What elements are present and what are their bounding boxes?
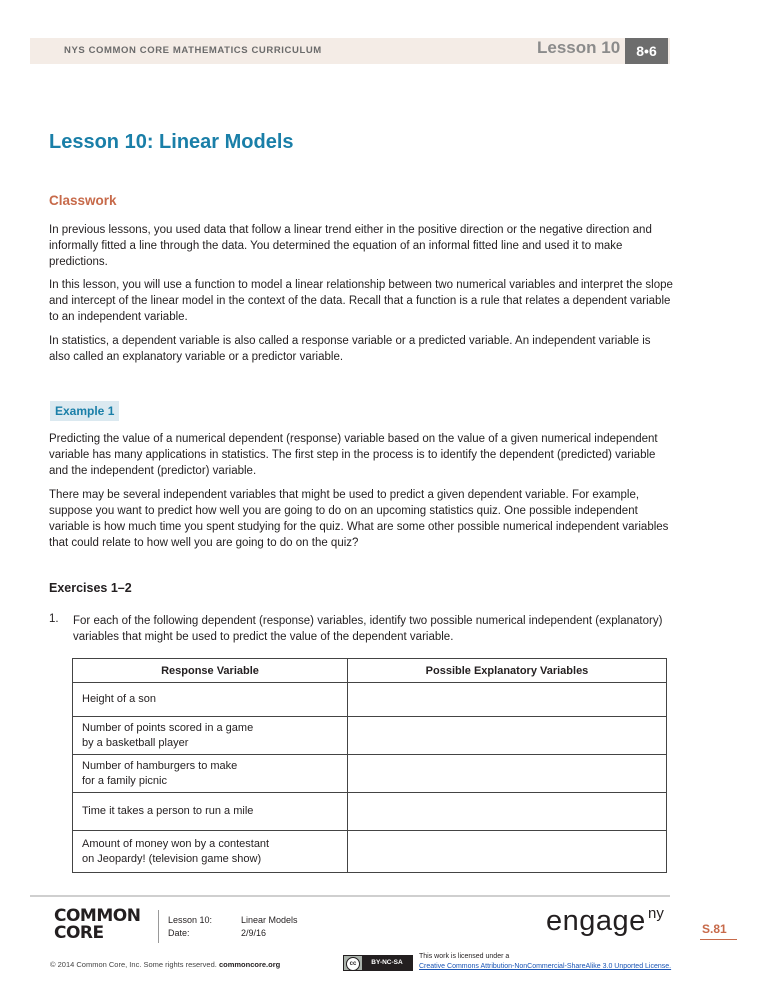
creative-commons-badge: cc BY-NC-SA: [343, 955, 413, 971]
footer-lesson-name: Linear Models: [241, 915, 298, 925]
classwork-paragraph-3: In statistics, a dependent variable is also called a response variable or a predicted variable. An independent variable is also called an explanatory variable or a predictor variable.: [49, 335, 651, 363]
variables-table: [72, 658, 667, 873]
footer-date: 2/9/16: [241, 928, 267, 938]
table-header-explanatory: Possible Explanatory Variables: [348, 659, 667, 683]
footer-rule: [30, 895, 670, 897]
classwork-heading: Classwork: [49, 193, 117, 208]
table-row-response: Time it takes a person to run a mile: [73, 793, 348, 831]
footer-divider: [158, 910, 159, 943]
table-row-response: Amount of money won by a contestant on Jeopardy! (television game show): [73, 831, 348, 873]
page-title: Lesson 10: Linear Models: [49, 131, 294, 153]
example-1-label: Example 1: [50, 401, 119, 421]
table-row-answer-cell[interactable]: [348, 683, 667, 717]
question-1-text: For each of the following dependent (response) variables, identify two possible numerical independent (explanatory) variables that might be used to predict the value of the dependent variable.: [73, 615, 663, 643]
curriculum-label: NYS COMMON CORE MATHEMATICS CURRICULUM: [64, 45, 322, 56]
table-row-answer-cell[interactable]: [348, 831, 667, 873]
common-core-logo: COMMON CORE: [54, 906, 141, 943]
table-row-response: Number of points scored in a game by a basketball player: [73, 717, 348, 755]
exercises-heading: Exercises 1–2: [49, 581, 132, 595]
engageny-logo-sup: ny: [648, 905, 664, 922]
page-number-rule: [700, 939, 737, 940]
lesson-number: Lesson 10: [537, 38, 621, 57]
license-text: This work is licensed under a: [419, 953, 510, 960]
copyright-notice: © 2014 Common Core, Inc. Some rights reserved. commoncore.org: [50, 960, 281, 969]
example-1-paragraph-2: There may be several independent variables that might be used to predict a given dependent variable. For example, suppose you want to predict how well you are going to do on an upcoming statistics quiz. One possible independent variable is how much time you spent studying for the quiz. What are some other possible numerical independent variables that could relate to how well you are going to do on the quiz?: [49, 489, 669, 549]
table-row-response: Number of hamburgers to make for a family picnic: [73, 755, 348, 793]
classwork-paragraph-1: In previous lessons, you used data that follow a linear trend either in the positive direction or the negative direction and informally fitted a line through the data. You determined the equation of an informal fitted line and used it to make predictions.: [49, 224, 652, 268]
footer-lesson-label: Lesson 10:: [168, 915, 213, 925]
table-row-answer-cell[interactable]: [348, 717, 667, 755]
module-badge: 8•6: [625, 38, 668, 64]
example-1-paragraph-1: Predicting the value of a numerical dependent (response) variable based on the value of a given numerical independent variable has many applications in statistics. The first step in the process is to identify the dependent (predicted) variable and the independent (predictor) variable.: [49, 433, 658, 477]
table-row-answer-cell[interactable]: [348, 755, 667, 793]
cc-icon: cc: [346, 957, 360, 971]
table-header-response: Response Variable: [73, 659, 348, 683]
table-row-response: Height of a son: [73, 683, 348, 717]
page-number: S.81: [702, 922, 727, 936]
engageny-logo: engage: [546, 905, 646, 937]
license-link[interactable]: Creative Commons Attribution-NonCommercial-ShareAlike 3.0 Unported License.: [419, 963, 672, 970]
classwork-paragraph-2: In this lesson, you will use a function to model a linear relationship between two numerical variables and interpret the slope and intercept of the linear model in the context of the data. Recall that a function is a rule that relates a dependent variable to an independent variable.: [49, 279, 673, 323]
question-1-number: 1.: [49, 613, 59, 625]
table-row-answer-cell[interactable]: [348, 793, 667, 831]
footer-date-label: Date:: [168, 928, 190, 938]
